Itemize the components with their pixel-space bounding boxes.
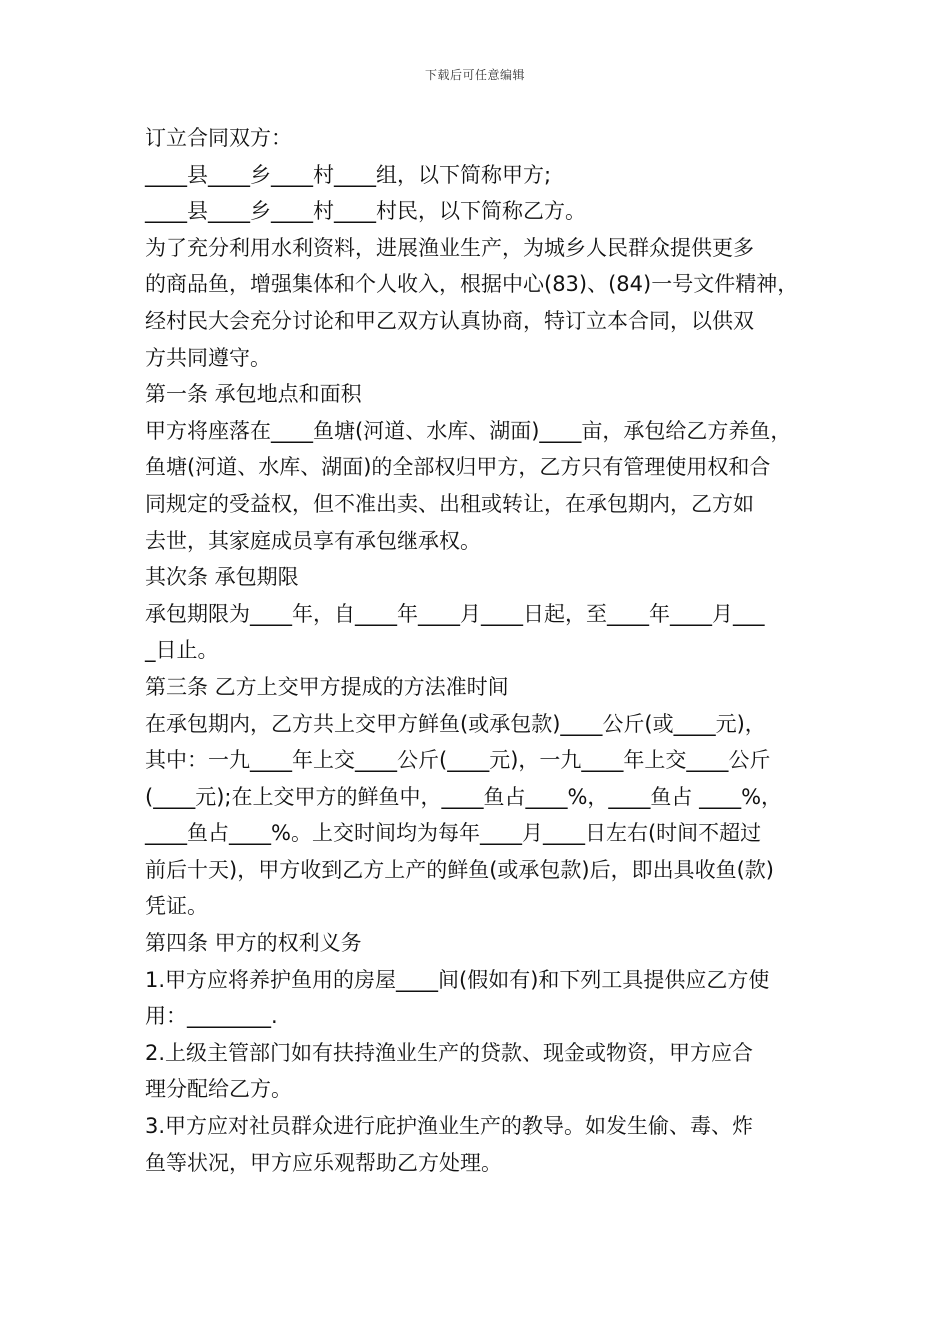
text-line: _日止。 xyxy=(145,638,219,663)
text-line: 在承包期内，乙方共上交甲方鲜鱼(或承包款)____公斤(或____元)， xyxy=(145,711,766,736)
text-line: 鱼等状况，甲方应乐观帮助乙方处理。 xyxy=(145,1150,502,1175)
text-line: (____元);在上交甲方的鲜鱼中，____鱼占____%，____鱼占 ____%， xyxy=(145,784,783,809)
text-line: 的商品鱼，增强集体和个人收入，根据中心(83)、(84)一号文件精神， xyxy=(145,272,799,297)
text-line: 经村民大会充分讨论和甲乙双方认真协商，特订立本合同，以供双 xyxy=(145,308,754,333)
section-heading: 第四条 甲方的权利义务 xyxy=(145,931,362,956)
text-line: 前后十天)，甲方收到乙方上产的鲜鱼(或承包款)后，即出具收鱼(款) xyxy=(145,857,774,882)
section-heading: 第一条 承包地点和面积 xyxy=(145,382,362,407)
document-body xyxy=(145,120,820,1181)
section-heading: 其次条 承包期限 xyxy=(145,565,299,590)
header-note: 下载后可任意编辑 xyxy=(424,68,525,82)
text-line: 为了充分利用水利资料，进展渔业生产，为城乡人民群众提供更多 xyxy=(145,235,754,260)
text-line: ____县____乡____村____组，以下简称甲方; xyxy=(145,162,552,187)
text-line: 3.甲方应对社员群众进行庇护渔业生产的教导。如发生偷、毒、炸 xyxy=(145,1114,754,1139)
text-line: 同规定的受益权，但不准出卖、出租或转让，在承包期内，乙方如 xyxy=(145,491,754,516)
text-line: ____县____乡____村____村民，以下简称乙方。 xyxy=(145,199,586,224)
text-line: 去世，其家庭成员享有承包继承权。 xyxy=(145,528,481,553)
text-line: 用：________. xyxy=(145,1004,278,1029)
text-line: ____鱼占____%。上交时间均为每年____月____日左右(时间不超过 xyxy=(145,821,762,846)
text-line: 承包期限为____年，自____年____月____日起，至____年____月___ xyxy=(145,601,765,626)
section-heading: 第三条 乙方上交甲方提成的方法准时间 xyxy=(145,674,509,699)
text-line: 甲方将座落在____鱼塘(河道、水库、湖面)____亩，承包给乙方养鱼， xyxy=(145,418,792,443)
text-line: 其中：一九____年上交____公斤(____元)，一九____年上交____公斤 xyxy=(145,748,771,773)
text-line: 1.甲方应将养护鱼用的房屋____间(假如有)和下列工具提供应乙方使 xyxy=(145,967,770,992)
text-line: 凭证。 xyxy=(145,894,208,919)
text-line: 鱼塘(河道、水库、湖面)的全部权归甲方，乙方只有管理使用权和合 xyxy=(145,455,771,480)
text-line: 方共同遵守。 xyxy=(145,345,271,370)
text-line: 订立合同双方： xyxy=(145,126,292,150)
text-line: 2.上级主管部门如有扶持渔业生产的贷款、现金或物资，甲方应合 xyxy=(145,1040,754,1065)
text-line: 理分配给乙方。 xyxy=(145,1077,292,1102)
